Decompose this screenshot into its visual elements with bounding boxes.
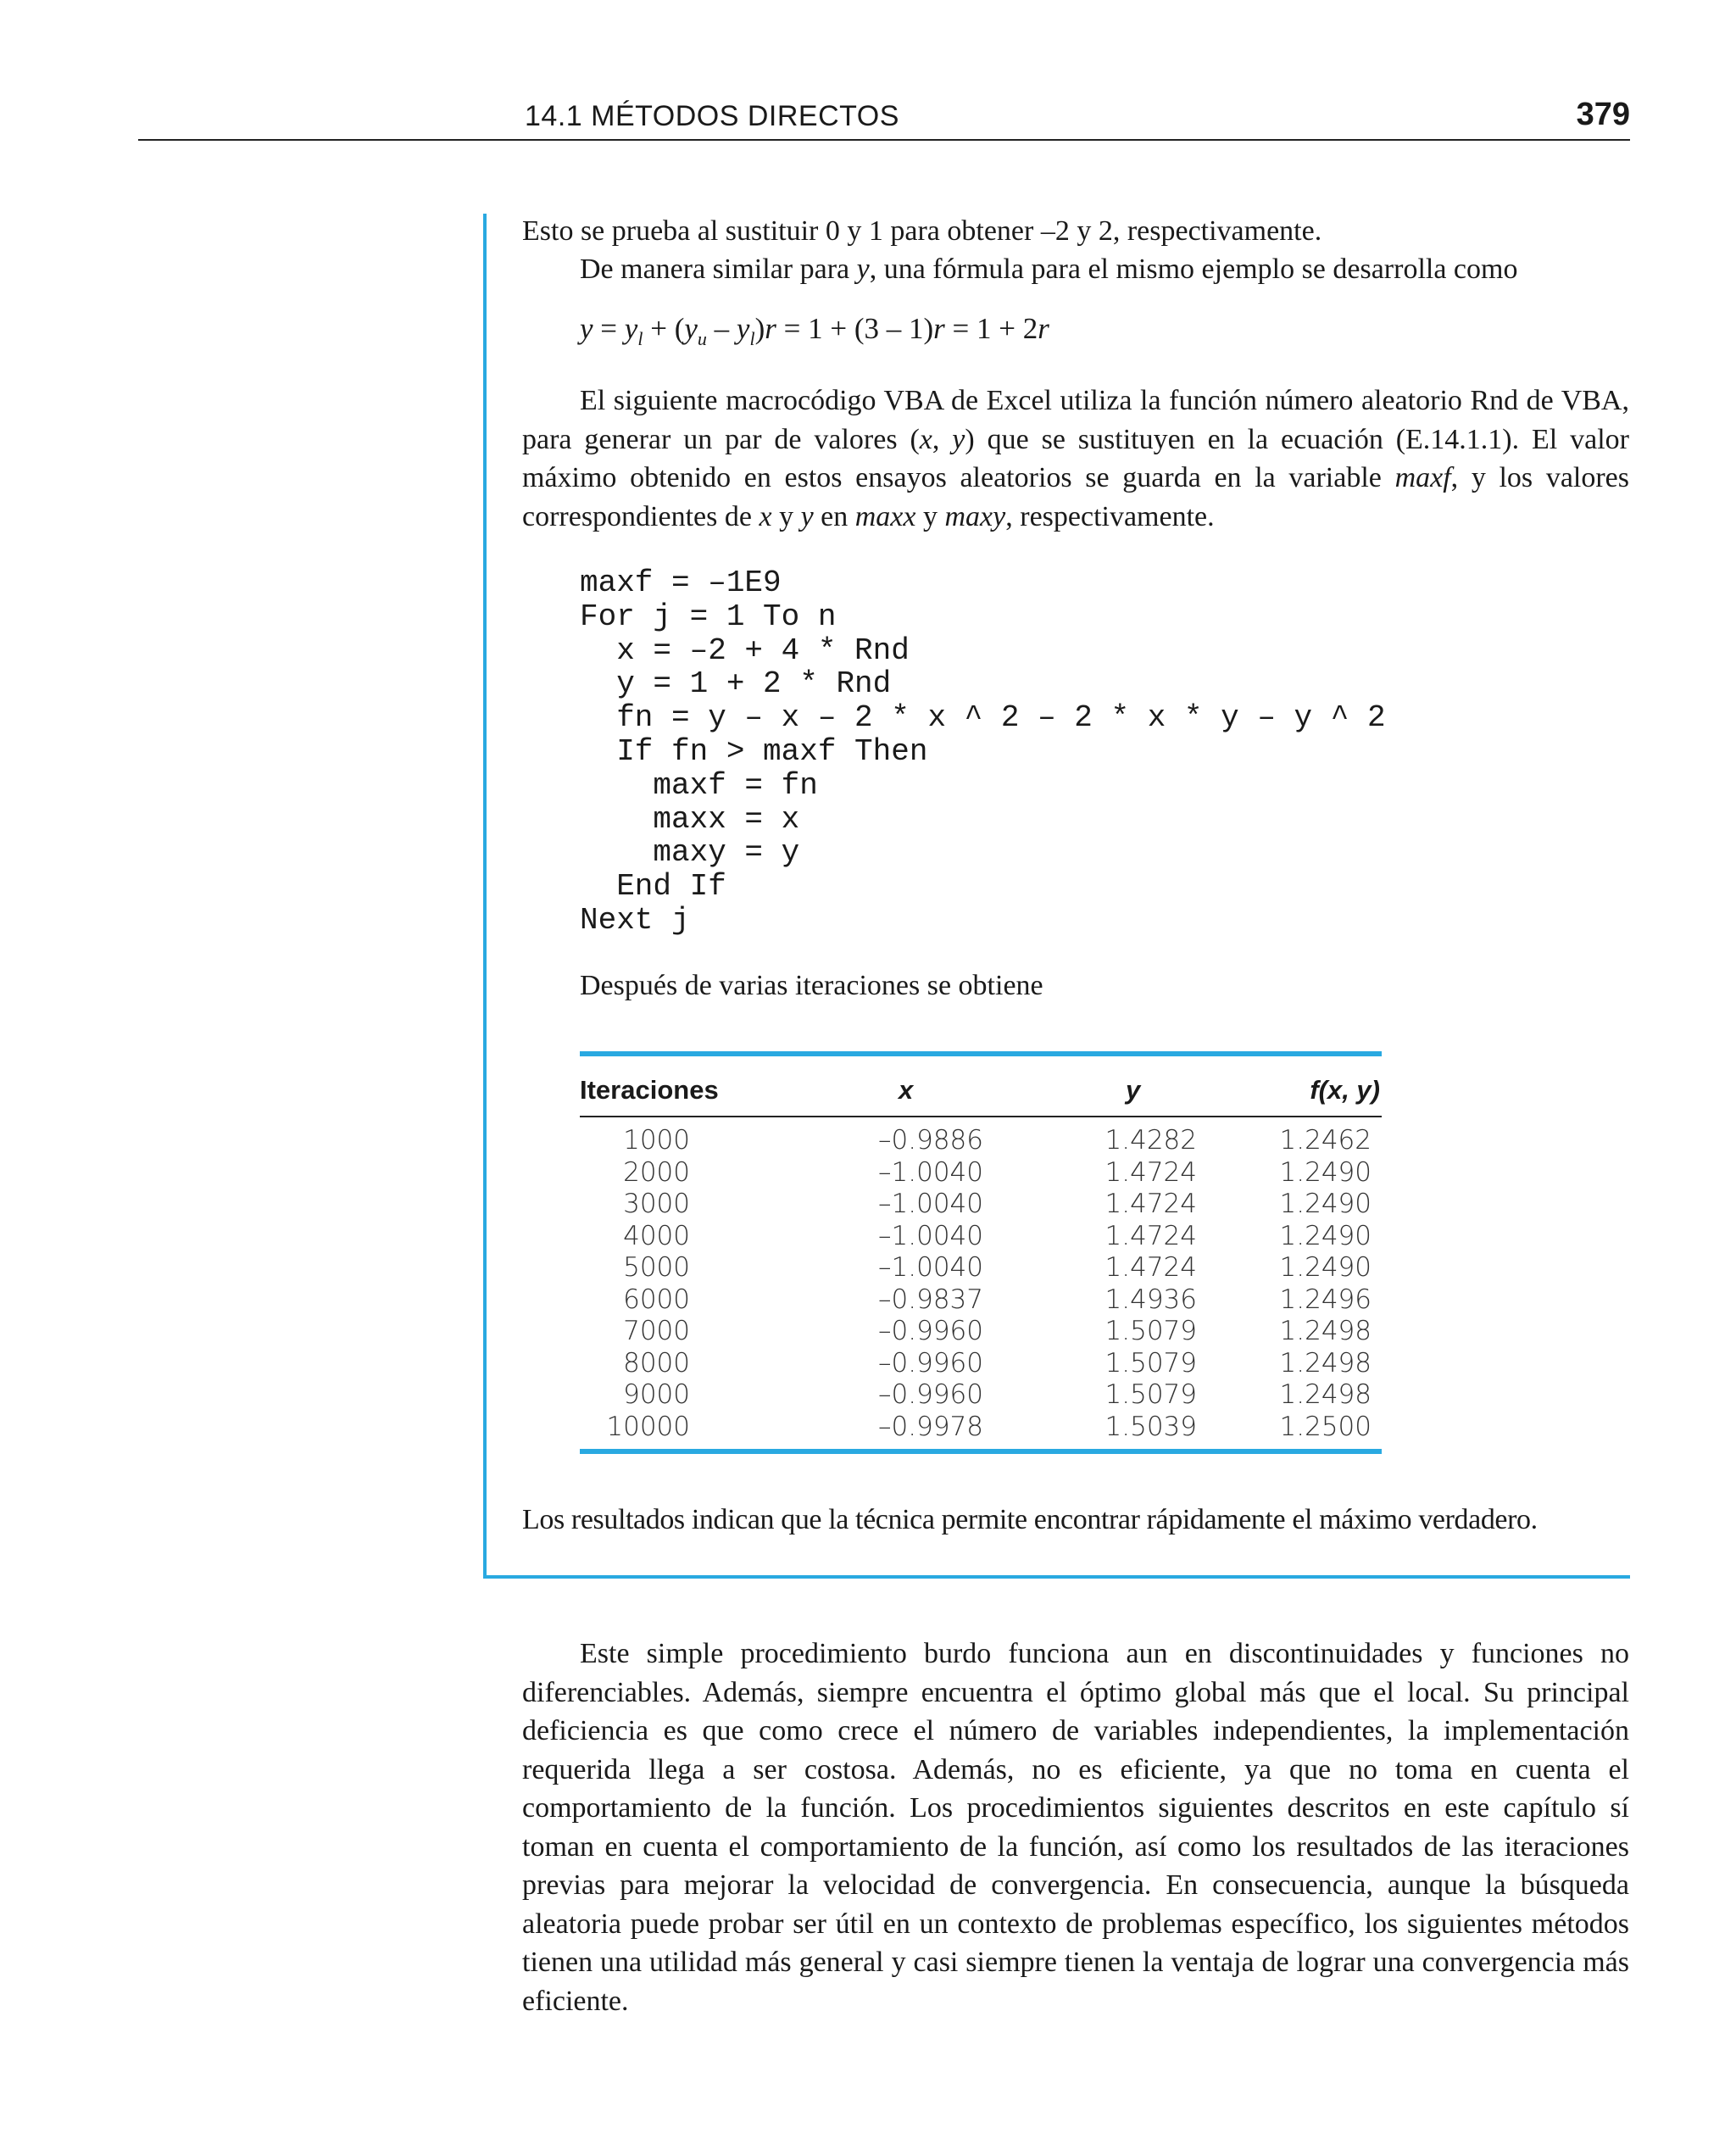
cell-y: 1.5079: [1104, 1379, 1197, 1410]
cell-iteration: 5000: [623, 1252, 690, 1283]
vba-code-block: [580, 566, 1386, 938]
table-row: [580, 1379, 1382, 1411]
after-code-text: Después de varias iteraciones se obtiene: [580, 970, 1043, 1001]
cell-fxy: 1.2490: [1279, 1156, 1372, 1188]
cell-x: –0.9837: [878, 1284, 983, 1315]
cell-iteration: 8000: [623, 1347, 690, 1379]
table-header: [580, 1056, 1382, 1117]
cell-x: –0.9886: [878, 1125, 983, 1156]
cell-fxy: 1.2498: [1279, 1379, 1372, 1410]
cell-fxy: 1.2500: [1279, 1411, 1372, 1442]
cell-iteration: 6000: [623, 1284, 690, 1315]
cell-x: –0.9960: [878, 1316, 983, 1346]
cell-x: –1.0040: [878, 1252, 983, 1283]
code-line: maxy = y: [580, 835, 800, 871]
cell-y: 1.4936: [1104, 1284, 1197, 1315]
cell-fxy: 1.2490: [1279, 1189, 1372, 1219]
code-line: x = –2 + 4 * Rnd: [580, 632, 910, 668]
table-row: [580, 1347, 1382, 1379]
cell-y: 1.5079: [1104, 1316, 1197, 1346]
cell-fxy: 1.2490: [1279, 1220, 1372, 1251]
table-row: [580, 1156, 1382, 1189]
example-text-line2: De manera similar para y, una fórmula para el mismo ejemplo se desarrolla como: [580, 253, 1518, 285]
cell-iteration: 7000: [623, 1316, 690, 1346]
conclusion-text: Los resultados indican que la técnica permite encontrar rápidamente el máximo verdadero.: [522, 1504, 1538, 1535]
example-paragraph-vba: El siguiente macrocódigo VBA de Excel utiliza la función número aleatorio Rnd de VBA, para generar un par de valores (x, y) que se sustituyen en la ecuación (E.14.1.1). El valor máximo obtenido en estos ensayos aleatorios se guarda en la variable maxf, y los valores correspondientes de x y y en maxx y maxy, respectivamente.: [522, 385, 1630, 532]
example-text-line1: Esto se prueba al sustituir 0 y 1 para obtener –2 y 2, respectivamente.: [522, 215, 1322, 247]
header-x: x: [899, 1075, 914, 1105]
cell-iteration: 9000: [623, 1379, 690, 1410]
running-header: [138, 95, 1630, 141]
cell-x: –1.0040: [878, 1156, 983, 1188]
code-line: End If: [580, 869, 726, 905]
code-line: For j = 1 To n: [580, 599, 837, 634]
cell-x: –0.9978: [878, 1411, 983, 1442]
cell-x: –1.0040: [878, 1220, 983, 1251]
cell-fxy: 1.2462: [1279, 1125, 1372, 1156]
table-bottom-rule: [580, 1449, 1382, 1454]
cell-iteration: 3000: [623, 1189, 690, 1219]
code-line: Next j: [580, 902, 690, 938]
code-line: y = 1 + 2 * Rnd: [580, 666, 892, 702]
body-paragraph: Este simple procedimiento burdo funciona aun en discontinuidades y funciones no diferenciables. Además, siempre encuentra el óptimo global más que el local. Su principal deficiencia es que como crece el número de variables independientes, la implementación requerida llega a ser costosa. Además, no es eficiente, ya que no toma en cuenta el comportamiento de la función. Los procedimientos siguientes descritos en este capítulo sí toman en cuenta el comportamiento de la función, así como los resultados de las iteraciones previas para mejorar la velocidad de convergencia. En consecuencia, aunque la búsqueda aleatoria puede probar ser útil en un contexto de problemas específico, los siguientes métodos tienen una utilidad más general y casi siempre tienen la ventaja de lograr una convergencia más eficiente.: [522, 1638, 1629, 2017]
cell-y: 1.4724: [1104, 1156, 1197, 1188]
cell-y: 1.4282: [1104, 1125, 1197, 1156]
cell-x: –0.9960: [878, 1347, 983, 1379]
example-box-bottom-rule: [483, 1575, 1630, 1579]
cell-y: 1.4724: [1104, 1189, 1197, 1219]
header-iteraciones: Iteraciones: [580, 1075, 719, 1105]
cell-fxy: 1.2498: [1279, 1347, 1372, 1379]
table-row: [580, 1284, 1382, 1316]
header-fxy: f(x, y): [1310, 1075, 1380, 1105]
cell-iteration: 2000: [623, 1156, 690, 1188]
table-row: [580, 1411, 1382, 1443]
cell-iteration: 10000: [606, 1411, 690, 1442]
table-row: [580, 1124, 1382, 1156]
table-row: [580, 1315, 1382, 1347]
cell-iteration: 1000: [623, 1125, 690, 1156]
table-row: [580, 1188, 1382, 1220]
cell-y: 1.5039: [1104, 1411, 1197, 1442]
cell-fxy: 1.2490: [1279, 1252, 1372, 1283]
cell-y: 1.4724: [1104, 1220, 1197, 1251]
code-line: If fn > maxf Then: [580, 733, 928, 769]
equation-y: $y = y_l + (y_u - y_l)r = 1 + (3 - 1)r = 1 + 2r$: [580, 312, 1049, 349]
cell-iteration: 4000: [623, 1220, 690, 1251]
iterations-table: [580, 1051, 1382, 1454]
code-line: maxf = –1E9: [580, 565, 782, 600]
cell-x: –1.0040: [878, 1189, 983, 1219]
cell-x: –0.9960: [878, 1379, 983, 1410]
table-row: [580, 1251, 1382, 1284]
code-line: maxf = fn: [580, 767, 818, 803]
table-row: [580, 1220, 1382, 1252]
cell-y: 1.4724: [1104, 1252, 1197, 1283]
cell-fxy: 1.2496: [1279, 1284, 1372, 1315]
cell-fxy: 1.2498: [1279, 1316, 1372, 1346]
code-line: maxx = x: [580, 801, 800, 837]
cell-y: 1.5079: [1104, 1347, 1197, 1379]
section-title: 14.1 MÉTODOS DIRECTOS: [525, 100, 899, 132]
example-box-left-rule: [483, 214, 487, 1579]
code-line: fn = y – x – 2 * x ^ 2 – 2 * x * y – y ^ 2: [580, 700, 1386, 736]
table-body: [580, 1117, 1382, 1442]
page-number: 379: [1576, 97, 1630, 132]
header-y: y: [1126, 1075, 1141, 1105]
